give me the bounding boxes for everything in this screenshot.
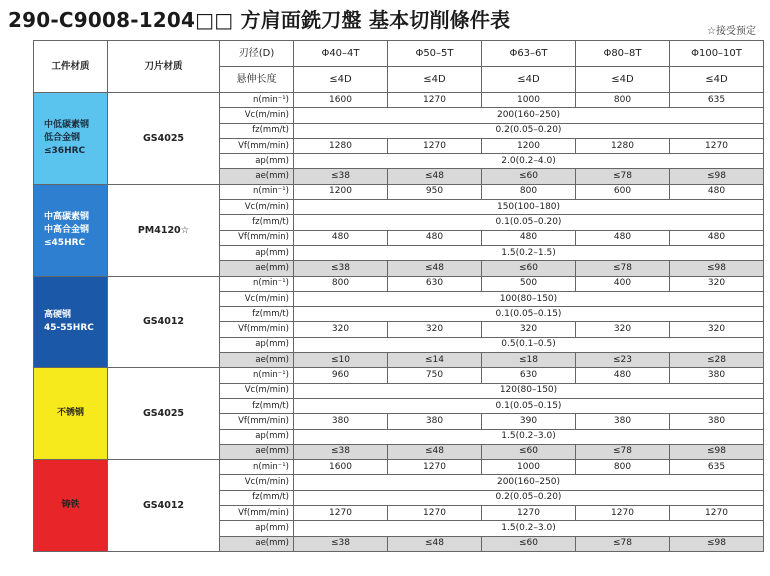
param-span-value: 1.5(0.2–3.0) [294,429,764,444]
param-value: 400 [576,276,670,291]
param-value: 380 [388,414,482,429]
header-diameter: Φ100–10T [670,41,764,67]
material-label: 中高碳素钢 中高合金钢 ≤45HRC [44,211,90,248]
param-value: ≤78 [576,536,670,551]
table-row [34,368,764,383]
preorder-note: ☆接受预定 [707,26,756,37]
param-value: 480 [294,230,388,245]
param-value: 750 [388,368,482,383]
param-value: 320 [294,322,388,337]
grade-cell: GS4025 [108,93,220,185]
param-value: 1270 [482,506,576,521]
param-value: 1270 [388,506,482,521]
header-overhang-label: 悬伸长度 [220,67,294,93]
param-value: ≤98 [670,444,764,459]
grade-cell: GS4012 [108,460,220,552]
param-label: fz(mm/t) [220,215,294,230]
param-label: ap(mm) [220,337,294,352]
param-value: ≤48 [388,444,482,459]
param-label: Vf(mm/min) [220,138,294,153]
param-span-value: 0.2(0.05–0.20) [294,123,764,138]
param-label: ap(mm) [220,521,294,536]
param-value: 800 [482,184,576,199]
param-value: ≤28 [670,353,764,368]
param-span-value: 0.1(0.05–0.15) [294,307,764,322]
param-value: 635 [670,460,764,475]
header-overhang: ≤4D [294,67,388,93]
param-value: ≤23 [576,353,670,368]
param-span-value: 200(160–250) [294,108,764,123]
param-value: 320 [670,322,764,337]
param-value: 630 [482,368,576,383]
param-value: 635 [670,93,764,108]
param-value: 1270 [670,138,764,153]
material-label: 高硬钢 45-55HRC [44,309,94,333]
param-label: Vc(m/min) [220,200,294,215]
param-value: ≤38 [294,169,388,184]
header-diameter: Φ63–6T [482,41,576,67]
param-value: 500 [482,276,576,291]
param-label: Vc(m/min) [220,475,294,490]
param-label: Vf(mm/min) [220,230,294,245]
material-cell [34,93,108,185]
param-value: 380 [670,368,764,383]
param-value: 320 [576,322,670,337]
param-value: ≤18 [482,353,576,368]
header-diameter: Φ50–5T [388,41,482,67]
param-span-value: 0.1(0.05–0.20) [294,215,764,230]
param-value: 950 [388,184,482,199]
param-value: ≤60 [482,536,576,551]
param-value: 320 [388,322,482,337]
param-value: ≤78 [576,444,670,459]
param-label: fz(mm/t) [220,307,294,322]
header-overhang: ≤4D [388,67,482,93]
param-span-value: 120(80–150) [294,383,764,398]
param-value: ≤38 [294,536,388,551]
param-value: ≤60 [482,261,576,276]
param-value: 1000 [482,93,576,108]
param-value: ≤98 [670,169,764,184]
param-label: Vc(m/min) [220,291,294,306]
param-label: n(min⁻¹) [220,460,294,475]
param-label: ae(mm) [220,444,294,459]
header-grade: 刀片材质 [108,41,220,93]
material-cell [34,276,108,368]
table-row [34,276,764,291]
param-label: fz(mm/t) [220,123,294,138]
param-label: fz(mm/t) [220,490,294,505]
param-span-value: 100(80–150) [294,291,764,306]
material-cell [34,460,108,552]
param-label: ap(mm) [220,429,294,444]
param-value: 960 [294,368,388,383]
param-value: 800 [294,276,388,291]
header-diameter-label: 刃径(D) [220,41,294,67]
param-value: 380 [670,414,764,429]
param-label: ae(mm) [220,261,294,276]
param-value: ≤48 [388,261,482,276]
param-value: 800 [576,460,670,475]
param-value: 480 [576,230,670,245]
param-span-value: 1.5(0.2–1.5) [294,245,764,260]
param-label: n(min⁻¹) [220,368,294,383]
param-value: ≤78 [576,169,670,184]
table-row [34,93,764,108]
grade-cell: GS4025 [108,368,220,460]
param-value: 480 [576,368,670,383]
param-value: 1270 [388,93,482,108]
header-overhang: ≤4D [482,67,576,93]
header-material: 工件材质 [34,41,108,93]
param-label: ap(mm) [220,245,294,260]
header-diameter: Φ80–8T [576,41,670,67]
material-label: 不锈钢 [56,408,84,419]
param-label: ae(mm) [220,536,294,551]
param-value: ≤78 [576,261,670,276]
param-span-value: 1.5(0.2–3.0) [294,521,764,536]
param-value: 600 [576,184,670,199]
param-label: ap(mm) [220,154,294,169]
param-label: Vc(m/min) [220,108,294,123]
param-value: ≤10 [294,353,388,368]
param-value: 480 [482,230,576,245]
param-value: 1000 [482,460,576,475]
param-value: 1270 [388,138,482,153]
table-body [34,93,764,552]
material-cell [34,184,108,276]
param-value: 1270 [670,506,764,521]
param-span-value: 0.2(0.05–0.20) [294,490,764,505]
param-value: 320 [670,276,764,291]
param-value: ≤48 [388,169,482,184]
param-value: ≤98 [670,536,764,551]
param-span-value: 2.0(0.2–4.0) [294,154,764,169]
param-label: ae(mm) [220,353,294,368]
param-label: Vf(mm/min) [220,506,294,521]
table-row [34,184,764,199]
param-value: 630 [388,276,482,291]
table-row [34,460,764,475]
header-diameter: Φ40–4T [294,41,388,67]
page-title: 290-C9008-1204□□ 方肩面銑刀盤 基本切削條件表 [8,8,511,32]
param-value: ≤48 [388,536,482,551]
param-label: Vf(mm/min) [220,414,294,429]
param-value: 480 [670,184,764,199]
param-value: 1280 [294,138,388,153]
param-value: 380 [576,414,670,429]
param-label: n(min⁻¹) [220,276,294,291]
param-value: ≤60 [482,169,576,184]
param-value: 1600 [294,93,388,108]
material-label: 铸铁 [61,500,80,511]
param-value: 1600 [294,460,388,475]
param-value: ≤38 [294,444,388,459]
param-value: 1200 [294,184,388,199]
param-value: 390 [482,414,576,429]
header-overhang: ≤4D [576,67,670,93]
param-value: 480 [670,230,764,245]
param-value: 380 [294,414,388,429]
param-label: fz(mm/t) [220,398,294,413]
param-value: 1270 [576,506,670,521]
param-value: 480 [388,230,482,245]
param-label: n(min⁻¹) [220,184,294,199]
param-span-value: 0.1(0.05–0.15) [294,398,764,413]
material-label: 中低碳素钢 低合金钢 ≤36HRC [44,119,90,156]
param-span-value: 0.5(0.1–0.5) [294,337,764,352]
param-value: 1200 [482,138,576,153]
param-value: ≤14 [388,353,482,368]
param-value: ≤60 [482,444,576,459]
param-value: 800 [576,93,670,108]
param-value: ≤38 [294,261,388,276]
param-value: 1270 [388,460,482,475]
param-value: 320 [482,322,576,337]
param-span-value: 200(160–250) [294,475,764,490]
param-value: ≤98 [670,261,764,276]
cutting-conditions-table [33,40,764,552]
grade-cell: PM4120☆ [108,184,220,276]
param-label: Vf(mm/min) [220,322,294,337]
param-value: 1270 [294,506,388,521]
grade-cell: GS4012 [108,276,220,368]
param-label: Vc(m/min) [220,383,294,398]
param-value: 1280 [576,138,670,153]
param-label: ae(mm) [220,169,294,184]
param-span-value: 150(100–180) [294,200,764,215]
header-overhang: ≤4D [670,67,764,93]
material-cell [34,368,108,460]
param-label: n(min⁻¹) [220,93,294,108]
